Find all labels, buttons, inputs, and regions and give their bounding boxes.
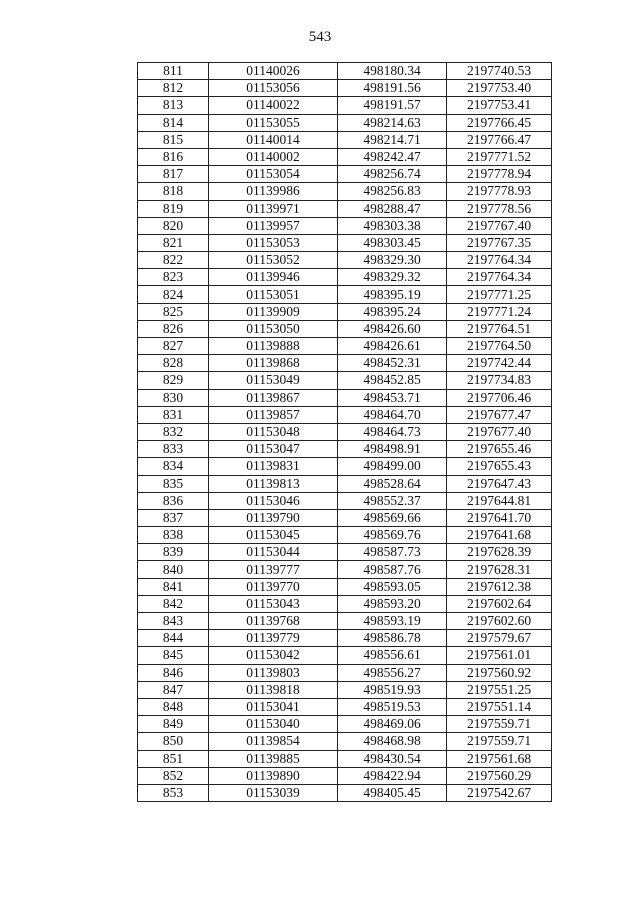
table-row <box>138 286 552 303</box>
y-coordinate-cell: 2197778.56 <box>447 200 552 217</box>
table-row <box>138 389 552 406</box>
row-index-cell: 827 <box>138 338 209 355</box>
row-index-cell: 851 <box>138 750 209 767</box>
table-row <box>138 269 552 286</box>
table-row <box>138 784 552 801</box>
parcel-code-cell: 01139854 <box>209 733 338 750</box>
parcel-code-cell: 01139777 <box>209 561 338 578</box>
row-index-cell: 843 <box>138 613 209 630</box>
row-index-cell: 833 <box>138 441 209 458</box>
parcel-code-cell: 01140026 <box>209 63 338 80</box>
row-index-cell: 824 <box>138 286 209 303</box>
parcel-code-cell: 01139890 <box>209 767 338 784</box>
y-coordinate-cell: 2197771.52 <box>447 148 552 165</box>
y-coordinate-cell: 2197559.71 <box>447 733 552 750</box>
y-coordinate-cell: 2197602.64 <box>447 595 552 612</box>
y-coordinate-cell: 2197561.68 <box>447 750 552 767</box>
x-coordinate-cell: 498242.47 <box>338 148 447 165</box>
parcel-code-cell: 01139986 <box>209 183 338 200</box>
table-row <box>138 148 552 165</box>
x-coordinate-cell: 498422.94 <box>338 767 447 784</box>
row-index-cell: 848 <box>138 698 209 715</box>
table-row <box>138 355 552 372</box>
row-index-cell: 840 <box>138 561 209 578</box>
parcel-code-cell: 01139885 <box>209 750 338 767</box>
y-coordinate-cell: 2197778.93 <box>447 183 552 200</box>
table-row <box>138 423 552 440</box>
parcel-code-cell: 01139790 <box>209 509 338 526</box>
row-index-cell: 818 <box>138 183 209 200</box>
table-row <box>138 492 552 509</box>
x-coordinate-cell: 498303.45 <box>338 234 447 251</box>
parcel-code-cell: 01140014 <box>209 131 338 148</box>
row-index-cell: 811 <box>138 63 209 80</box>
table-row <box>138 114 552 131</box>
row-index-cell: 835 <box>138 475 209 492</box>
row-index-cell: 850 <box>138 733 209 750</box>
row-index-cell: 838 <box>138 527 209 544</box>
y-coordinate-cell: 2197771.25 <box>447 286 552 303</box>
x-coordinate-cell: 498468.98 <box>338 733 447 750</box>
parcel-code-cell: 01153042 <box>209 647 338 664</box>
table-row <box>138 630 552 647</box>
table-row <box>138 441 552 458</box>
row-index-cell: 812 <box>138 80 209 97</box>
x-coordinate-cell: 498469.06 <box>338 716 447 733</box>
row-index-cell: 819 <box>138 200 209 217</box>
y-coordinate-cell: 2197753.41 <box>447 97 552 114</box>
row-index-cell: 847 <box>138 681 209 698</box>
x-coordinate-cell: 498593.20 <box>338 595 447 612</box>
parcel-code-cell: 01153040 <box>209 716 338 733</box>
row-index-cell: 820 <box>138 217 209 234</box>
parcel-code-cell: 01153048 <box>209 423 338 440</box>
table-row <box>138 527 552 544</box>
y-coordinate-cell: 2197542.67 <box>447 784 552 801</box>
row-index-cell: 825 <box>138 303 209 320</box>
table-row <box>138 458 552 475</box>
table-row <box>138 406 552 423</box>
parcel-code-cell: 01139888 <box>209 338 338 355</box>
x-coordinate-cell: 498214.71 <box>338 131 447 148</box>
table-row <box>138 561 552 578</box>
x-coordinate-cell: 498556.61 <box>338 647 447 664</box>
x-coordinate-cell: 498556.27 <box>338 664 447 681</box>
parcel-code-cell: 01153041 <box>209 698 338 715</box>
row-index-cell: 828 <box>138 355 209 372</box>
table-row <box>138 698 552 715</box>
row-index-cell: 816 <box>138 148 209 165</box>
table-row <box>138 509 552 526</box>
x-coordinate-cell: 498464.73 <box>338 423 447 440</box>
parcel-code-cell: 01139813 <box>209 475 338 492</box>
parcel-code-cell: 01153056 <box>209 80 338 97</box>
x-coordinate-cell: 498452.31 <box>338 355 447 372</box>
parcel-code-cell: 01139831 <box>209 458 338 475</box>
parcel-code-cell: 01139857 <box>209 406 338 423</box>
table-row <box>138 664 552 681</box>
y-coordinate-cell: 2197628.39 <box>447 544 552 561</box>
y-coordinate-cell: 2197551.14 <box>447 698 552 715</box>
table-row <box>138 372 552 389</box>
x-coordinate-cell: 498191.56 <box>338 80 447 97</box>
y-coordinate-cell: 2197753.40 <box>447 80 552 97</box>
x-coordinate-cell: 498256.83 <box>338 183 447 200</box>
parcel-code-cell: 01140002 <box>209 148 338 165</box>
y-coordinate-cell: 2197764.34 <box>447 252 552 269</box>
x-coordinate-cell: 498498.91 <box>338 441 447 458</box>
parcel-code-cell: 01139818 <box>209 681 338 698</box>
parcel-code-cell: 01153054 <box>209 166 338 183</box>
x-coordinate-cell: 498303.38 <box>338 217 447 234</box>
y-coordinate-cell: 2197647.43 <box>447 475 552 492</box>
row-index-cell: 845 <box>138 647 209 664</box>
y-coordinate-cell: 2197764.50 <box>447 338 552 355</box>
y-coordinate-cell: 2197767.35 <box>447 234 552 251</box>
table-row <box>138 166 552 183</box>
y-coordinate-cell: 2197677.40 <box>447 423 552 440</box>
parcel-code-cell: 01153051 <box>209 286 338 303</box>
y-coordinate-cell: 2197641.68 <box>447 527 552 544</box>
x-coordinate-cell: 498395.24 <box>338 303 447 320</box>
x-coordinate-cell: 498519.53 <box>338 698 447 715</box>
table-row <box>138 716 552 733</box>
parcel-code-cell: 01153047 <box>209 441 338 458</box>
row-index-cell: 846 <box>138 664 209 681</box>
x-coordinate-cell: 498395.19 <box>338 286 447 303</box>
x-coordinate-cell: 498586.78 <box>338 630 447 647</box>
table-body <box>138 63 552 802</box>
y-coordinate-cell: 2197641.70 <box>447 509 552 526</box>
parcel-code-cell: 01153044 <box>209 544 338 561</box>
row-index-cell: 834 <box>138 458 209 475</box>
table-row <box>138 544 552 561</box>
row-index-cell: 844 <box>138 630 209 647</box>
row-index-cell: 821 <box>138 234 209 251</box>
y-coordinate-cell: 2197742.44 <box>447 355 552 372</box>
row-index-cell: 832 <box>138 423 209 440</box>
table-row <box>138 595 552 612</box>
y-coordinate-cell: 2197766.47 <box>447 131 552 148</box>
y-coordinate-cell: 2197612.38 <box>447 578 552 595</box>
table-row <box>138 767 552 784</box>
row-index-cell: 817 <box>138 166 209 183</box>
row-index-cell: 826 <box>138 320 209 337</box>
table-row <box>138 97 552 114</box>
y-coordinate-cell: 2197560.92 <box>447 664 552 681</box>
x-coordinate-cell: 498587.73 <box>338 544 447 561</box>
parcel-code-cell: 01153055 <box>209 114 338 131</box>
x-coordinate-cell: 498453.71 <box>338 389 447 406</box>
y-coordinate-cell: 2197706.46 <box>447 389 552 406</box>
parcel-code-cell: 01139779 <box>209 630 338 647</box>
x-coordinate-cell: 498426.61 <box>338 338 447 355</box>
y-coordinate-cell: 2197771.24 <box>447 303 552 320</box>
table-row <box>138 647 552 664</box>
parcel-code-cell: 01139957 <box>209 217 338 234</box>
x-coordinate-cell: 498180.34 <box>338 63 447 80</box>
x-coordinate-cell: 498587.76 <box>338 561 447 578</box>
row-index-cell: 853 <box>138 784 209 801</box>
x-coordinate-cell: 498256.74 <box>338 166 447 183</box>
table-row <box>138 681 552 698</box>
table-row <box>138 80 552 97</box>
parcel-code-cell: 01153049 <box>209 372 338 389</box>
row-index-cell: 839 <box>138 544 209 561</box>
y-coordinate-cell: 2197559.71 <box>447 716 552 733</box>
parcel-code-cell: 01139867 <box>209 389 338 406</box>
parcel-code-cell: 01153045 <box>209 527 338 544</box>
row-index-cell: 849 <box>138 716 209 733</box>
x-coordinate-cell: 498288.47 <box>338 200 447 217</box>
y-coordinate-cell: 2197551.25 <box>447 681 552 698</box>
parcel-code-cell: 01153039 <box>209 784 338 801</box>
table-row <box>138 200 552 217</box>
table-row <box>138 338 552 355</box>
row-index-cell: 815 <box>138 131 209 148</box>
y-coordinate-cell: 2197764.51 <box>447 320 552 337</box>
row-index-cell: 852 <box>138 767 209 784</box>
row-index-cell: 842 <box>138 595 209 612</box>
x-coordinate-cell: 498569.66 <box>338 509 447 526</box>
row-index-cell: 841 <box>138 578 209 595</box>
parcel-code-cell: 01139971 <box>209 200 338 217</box>
row-index-cell: 836 <box>138 492 209 509</box>
row-index-cell: 837 <box>138 509 209 526</box>
row-index-cell: 813 <box>138 97 209 114</box>
parcel-code-cell: 01139946 <box>209 269 338 286</box>
table-row <box>138 131 552 148</box>
x-coordinate-cell: 498499.00 <box>338 458 447 475</box>
parcel-code-cell: 01139803 <box>209 664 338 681</box>
parcel-code-cell: 01139770 <box>209 578 338 595</box>
y-coordinate-cell: 2197628.31 <box>447 561 552 578</box>
y-coordinate-cell: 2197602.60 <box>447 613 552 630</box>
parcel-code-cell: 01139768 <box>209 613 338 630</box>
y-coordinate-cell: 2197740.53 <box>447 63 552 80</box>
y-coordinate-cell: 2197560.29 <box>447 767 552 784</box>
parcel-code-cell: 01139868 <box>209 355 338 372</box>
y-coordinate-cell: 2197655.46 <box>447 441 552 458</box>
row-index-cell: 822 <box>138 252 209 269</box>
y-coordinate-cell: 2197778.94 <box>447 166 552 183</box>
y-coordinate-cell: 2197644.81 <box>447 492 552 509</box>
page-number: 543 <box>308 29 332 45</box>
y-coordinate-cell: 2197561.01 <box>447 647 552 664</box>
table-row <box>138 750 552 767</box>
x-coordinate-cell: 498191.57 <box>338 97 447 114</box>
row-index-cell: 830 <box>138 389 209 406</box>
y-coordinate-cell: 2197764.34 <box>447 269 552 286</box>
parcel-code-cell: 01153053 <box>209 234 338 251</box>
parcel-code-cell: 01153043 <box>209 595 338 612</box>
table-row <box>138 303 552 320</box>
x-coordinate-cell: 498552.37 <box>338 492 447 509</box>
table-row <box>138 183 552 200</box>
coordinate-table <box>137 62 552 802</box>
x-coordinate-cell: 498329.30 <box>338 252 447 269</box>
x-coordinate-cell: 498430.54 <box>338 750 447 767</box>
row-index-cell: 831 <box>138 406 209 423</box>
table-row <box>138 63 552 80</box>
table-row <box>138 733 552 750</box>
parcel-code-cell: 01153052 <box>209 252 338 269</box>
table-row <box>138 320 552 337</box>
table-row <box>138 252 552 269</box>
parcel-code-cell: 01139909 <box>209 303 338 320</box>
x-coordinate-cell: 498426.60 <box>338 320 447 337</box>
y-coordinate-cell: 2197579.67 <box>447 630 552 647</box>
x-coordinate-cell: 498452.85 <box>338 372 447 389</box>
y-coordinate-cell: 2197677.47 <box>447 406 552 423</box>
coordinate-table-container <box>137 62 551 802</box>
row-index-cell: 823 <box>138 269 209 286</box>
x-coordinate-cell: 498464.70 <box>338 406 447 423</box>
y-coordinate-cell: 2197766.45 <box>447 114 552 131</box>
x-coordinate-cell: 498593.19 <box>338 613 447 630</box>
x-coordinate-cell: 498405.45 <box>338 784 447 801</box>
x-coordinate-cell: 498569.76 <box>338 527 447 544</box>
parcel-code-cell: 01153046 <box>209 492 338 509</box>
parcel-code-cell: 01140022 <box>209 97 338 114</box>
x-coordinate-cell: 498593.05 <box>338 578 447 595</box>
row-index-cell: 829 <box>138 372 209 389</box>
y-coordinate-cell: 2197767.40 <box>447 217 552 234</box>
table-row <box>138 475 552 492</box>
table-row <box>138 578 552 595</box>
parcel-code-cell: 01153050 <box>209 320 338 337</box>
x-coordinate-cell: 498519.93 <box>338 681 447 698</box>
x-coordinate-cell: 498329.32 <box>338 269 447 286</box>
table-row <box>138 613 552 630</box>
table-row <box>138 234 552 251</box>
y-coordinate-cell: 2197655.43 <box>447 458 552 475</box>
x-coordinate-cell: 498528.64 <box>338 475 447 492</box>
row-index-cell: 814 <box>138 114 209 131</box>
y-coordinate-cell: 2197734.83 <box>447 372 552 389</box>
table-row <box>138 217 552 234</box>
x-coordinate-cell: 498214.63 <box>338 114 447 131</box>
